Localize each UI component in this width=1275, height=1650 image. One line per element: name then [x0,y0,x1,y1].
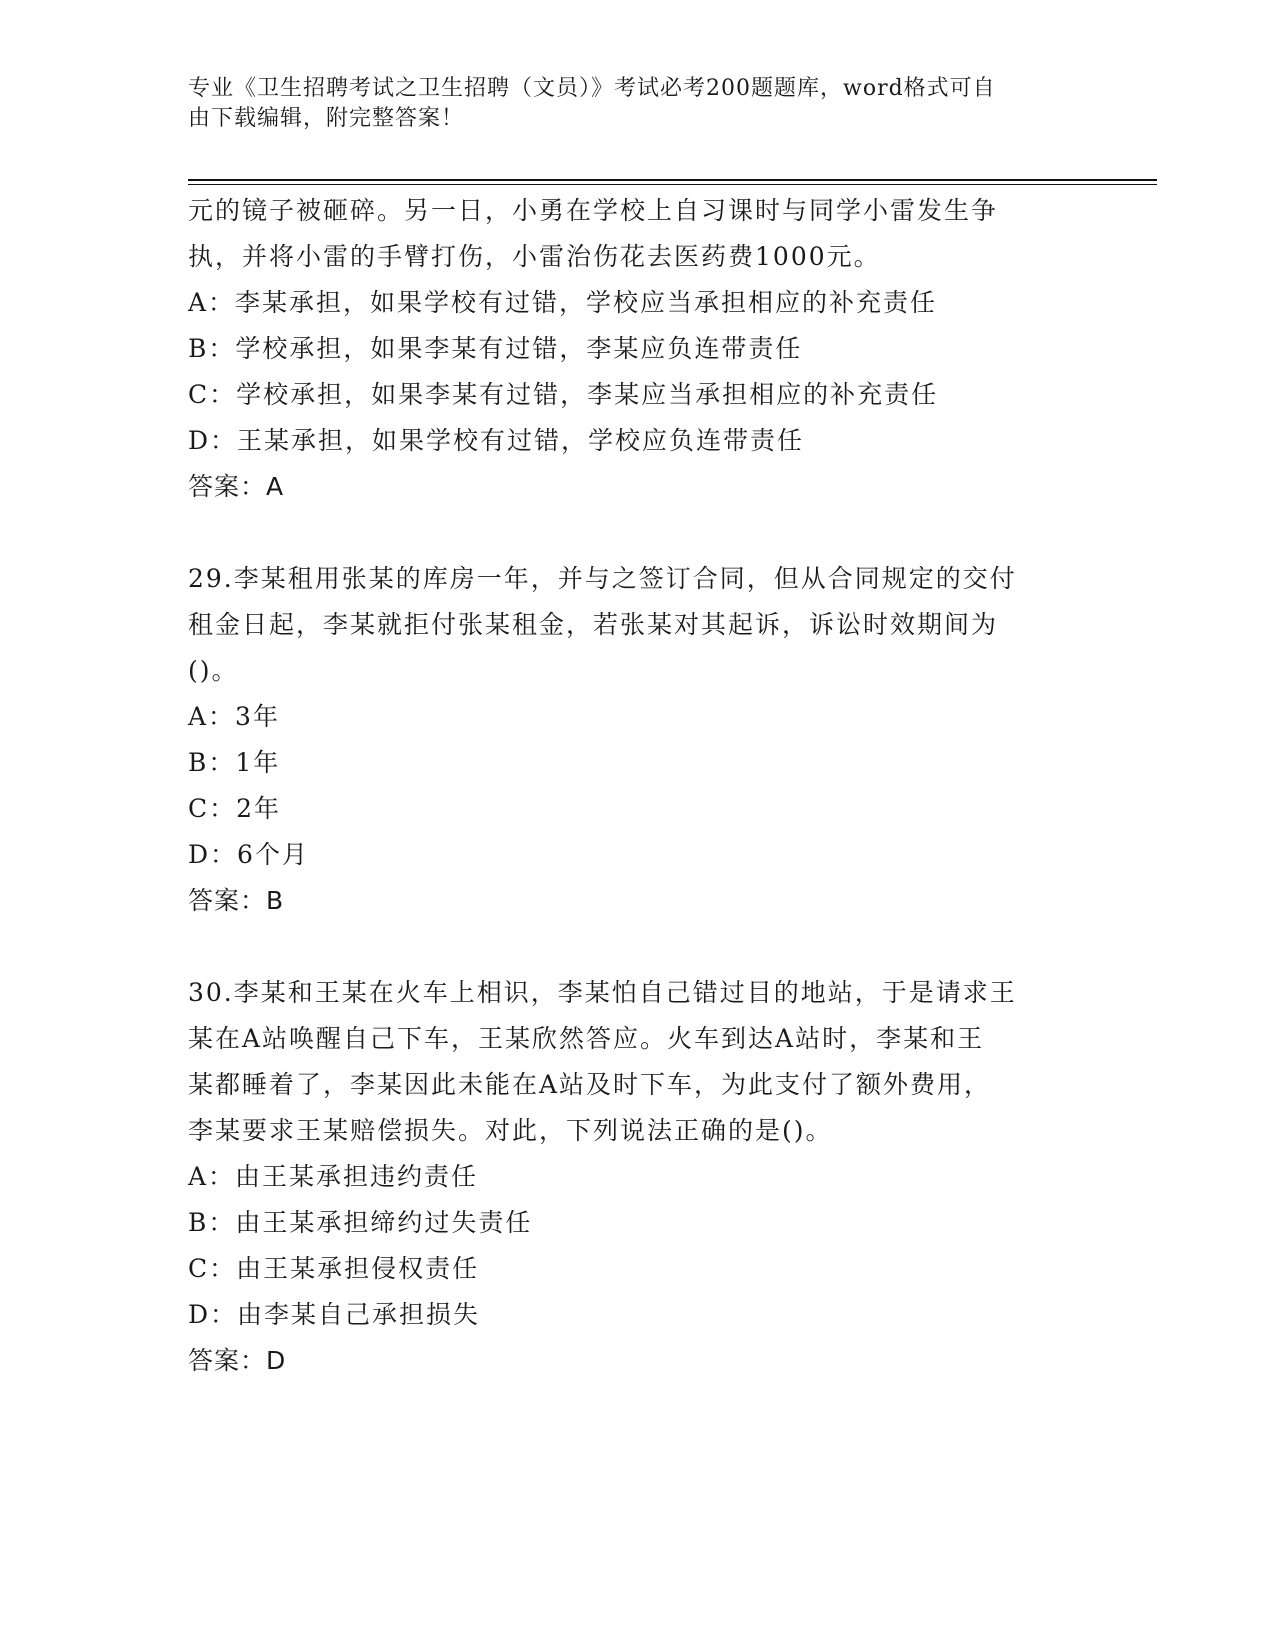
question-stem-line: 李某要求王某赔偿损失。对此，下列说法正确的是()。 [188,1116,833,1145]
option-c: C：学校承担，如果李某有过错，李某应当承担相应的补充责任 [188,380,939,409]
option-c: C：2年 [188,794,282,823]
question-stem-line: 某在A站唤醒自己下车，王某欣然答应。火车到达A站时，李某和王 [188,1024,985,1053]
option-b: B：1年 [188,748,281,777]
option-c: C：由王某承担侵权责任 [188,1254,480,1283]
option-a: A：3年 [188,702,280,731]
option-b: B：学校承担，如果李某有过错，李某应负连带责任 [188,334,803,363]
question-28 [188,188,1088,510]
header-line-1: 专业《卫生招聘考试之卫生招聘（文员）》考试必考200题题库，word格式可自 [188,76,996,101]
answer-label: 答案：D [188,1346,287,1375]
question-spacer [188,510,1088,556]
option-d: D：由李某自己承担损失 [188,1300,481,1329]
option-d: D：6个月 [188,840,309,869]
question-stem-line: 某都睡着了，李某因此未能在A站及时下车，为此支付了额外费用， [188,1070,992,1099]
option-d: D：王某承担，如果学校有过错，学校应负连带责任 [188,426,805,455]
document-body [188,188,1088,1384]
header-line-2: 由下载编辑，附完整答案！ [188,106,465,131]
document-header [188,74,1068,134]
question-stem-line: 元的镜子被砸碎。另一日，小勇在学校上自习课时与同学小雷发生争 [188,196,999,225]
header-divider-thick [188,179,1157,181]
option-b: B：由王某承担缔约过失责任 [188,1208,533,1237]
question-stem-line: 租金日起，李某就拒付张某租金，若张某对其起诉，诉讼时效期间为 [188,610,999,639]
question-stem-line: 执，并将小雷的手臂打伤，小雷治伤花去医药费1000元。 [188,242,881,271]
option-a: A：由王某承担违约责任 [188,1162,479,1191]
option-a: A：李某承担，如果学校有过错，学校应当承担相应的补充责任 [188,288,938,317]
answer-label: 答案：A [188,472,285,501]
question-stem-line: ()。 [188,656,239,685]
answer-label: 答案：B [188,886,285,915]
header-divider-thin [188,184,1157,185]
question-30 [188,970,1088,1384]
question-stem-line: 29.李某租用张某的库房一年，并与之签订合同，但从合同规定的交付 [188,564,1017,593]
question-stem-line: 30.李某和王某在火车上相识，李某怕自己错过目的地站，于是请求王 [188,978,1017,1007]
question-29 [188,556,1088,924]
question-spacer [188,924,1088,970]
